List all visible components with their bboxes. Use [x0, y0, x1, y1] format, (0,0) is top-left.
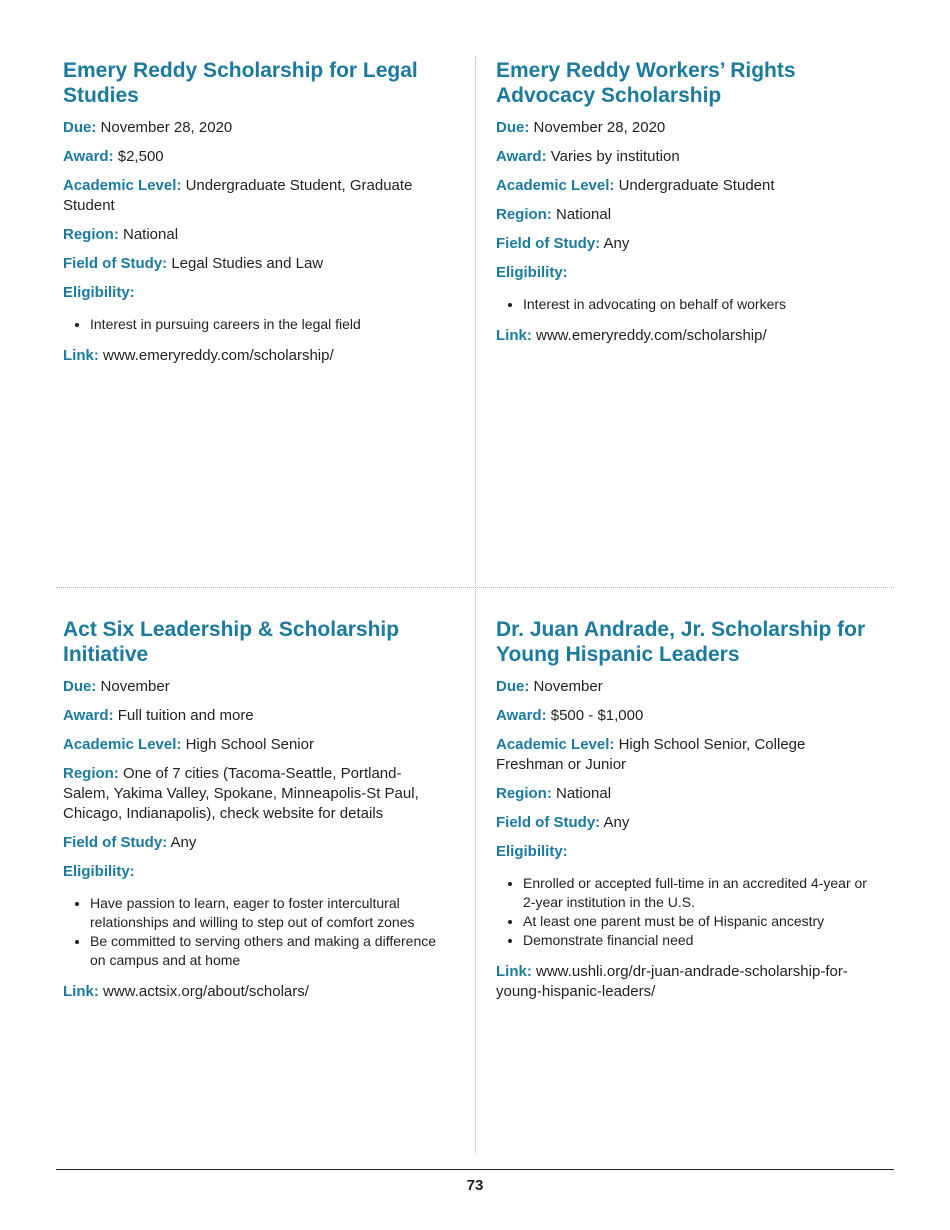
academic-level-label: Academic Level:: [63, 736, 182, 753]
region-label: Region:: [496, 206, 552, 223]
region-label: Region:: [63, 226, 119, 243]
due-row: [496, 118, 871, 138]
field-of-study-value: Any: [170, 834, 197, 851]
link-row: [496, 326, 871, 346]
award-value: Full tuition and more: [117, 707, 254, 724]
academic-level-value: High School Senior, College Freshman or Junior: [496, 736, 806, 773]
award-row: [63, 147, 438, 167]
region-label: Region:: [63, 765, 119, 782]
region-value: National: [556, 206, 612, 223]
eligibility-item: • Enrolled or accepted full-time in an accredited 4-year or 2-year institution in the U.S.: [523, 874, 871, 912]
eligibility-item: • Interest in pursuing careers in the legal field: [90, 315, 438, 334]
link-url[interactable]: www.emeryreddy.com/scholarship/: [103, 347, 334, 364]
eligibility-item: • At least one parent must be of Hispanic ancestry: [523, 912, 871, 931]
link-row: [496, 962, 871, 1002]
horizontal-divider: [56, 587, 894, 588]
eligibility-label: Eligibility:: [496, 843, 568, 860]
region-label: Region:: [496, 785, 552, 802]
academic-level-value: Undergraduate Student, Graduate Student: [63, 177, 413, 214]
link-row: [63, 982, 438, 1002]
scholarship-title: Emery Reddy Scholarship for Legal Studies: [63, 59, 418, 107]
eligibility-item: • Have passion to learn, eager to foster intercultural relationships and willing to step out of comfort zones: [90, 894, 438, 932]
field-of-study-label: Field of Study:: [496, 814, 601, 831]
eligibility-list: [496, 874, 871, 950]
scholarship-title: Emery Reddy Workers’ Rights Advocacy Scholarship: [496, 59, 796, 107]
link-label: Link:: [496, 327, 532, 344]
eligibility-label: Eligibility:: [63, 284, 135, 301]
academic-level-row: [63, 735, 438, 755]
region-row: [496, 205, 871, 225]
eligibility-list: [63, 894, 438, 970]
award-value: $2,500: [117, 148, 164, 165]
award-value: $500 - $1,000: [550, 707, 644, 724]
due-label: Due:: [496, 119, 530, 136]
region-row: [63, 225, 438, 245]
page-number: 73: [466, 1177, 484, 1194]
field-of-study-label: Field of Study:: [63, 834, 168, 851]
region-value: National: [123, 226, 179, 243]
eligibility-list: [496, 295, 871, 314]
scholarship-card-juan-andrade: [496, 617, 871, 1002]
field-of-study-value: Legal Studies and Law: [171, 255, 324, 272]
academic-level-value: High School Senior: [185, 736, 314, 753]
field-of-study-value: Any: [603, 814, 630, 831]
field-of-study-label: Field of Study:: [496, 235, 601, 252]
link-label: Link:: [63, 983, 99, 1000]
award-label: Award:: [63, 707, 114, 724]
eligibility-label: Eligibility:: [63, 863, 135, 880]
award-label: Award:: [496, 148, 547, 165]
award-label: Award:: [496, 707, 547, 724]
link-url[interactable]: www.actsix.org/about/scholars/: [103, 983, 309, 1000]
due-value: November 28, 2020: [100, 119, 233, 136]
due-value: November: [533, 678, 603, 695]
scholarship-card-legal-studies: [63, 58, 438, 366]
region-row: [496, 784, 871, 804]
field-of-study-row: [63, 833, 438, 853]
academic-level-label: Academic Level:: [496, 177, 615, 194]
scholarship-title: Act Six Leadership & Scholarship Initiative: [63, 618, 400, 666]
eligibility-list: [63, 315, 438, 334]
award-row: [496, 147, 871, 167]
award-row: [63, 706, 438, 726]
link-url[interactable]: www.ushli.org/dr-juan-andrade-scholarship-for-young-hispanic-leaders/: [496, 963, 848, 1000]
field-of-study-row: [63, 254, 438, 274]
eligibility-item: • Be committed to serving others and making a difference on campus and at home: [90, 932, 438, 970]
footer-rule: [56, 1169, 894, 1170]
field-of-study-row: [496, 234, 871, 254]
academic-level-row: [63, 176, 438, 216]
vertical-divider: [475, 56, 476, 1154]
region-value: One of 7 cities (Tacoma-Seattle, Portland-Salem, Yakima Valley, Spokane, Minneapolis-St Paul, Chicago, Indianapolis), check website for details: [63, 765, 419, 822]
due-row: [496, 677, 871, 697]
eligibility-item: • Demonstrate financial need: [523, 931, 871, 950]
eligibility-item: • Interest in advocating on behalf of workers: [523, 295, 871, 314]
region-row: [63, 764, 438, 824]
scholarship-title: Dr. Juan Andrade, Jr. Scholarship for Young Hispanic Leaders: [496, 618, 866, 666]
link-label: Link:: [63, 347, 99, 364]
link-url[interactable]: www.emeryreddy.com/scholarship/: [536, 327, 767, 344]
scholarship-card-workers-rights: [496, 58, 871, 346]
link-label: Link:: [496, 963, 532, 980]
academic-level-value: Undergraduate Student: [618, 177, 775, 194]
link-row: [63, 346, 438, 366]
field-of-study-row: [496, 813, 871, 833]
academic-level-label: Academic Level:: [63, 177, 182, 194]
academic-level-row: [496, 735, 871, 775]
academic-level-label: Academic Level:: [496, 736, 615, 753]
due-row: [63, 677, 438, 697]
due-value: November 28, 2020: [533, 119, 666, 136]
field-of-study-label: Field of Study:: [63, 255, 168, 272]
award-value: Varies by institution: [550, 148, 680, 165]
region-value: National: [556, 785, 612, 802]
due-label: Due:: [496, 678, 530, 695]
due-label: Due:: [63, 119, 97, 136]
due-value: November: [100, 678, 170, 695]
due-row: [63, 118, 438, 138]
scholarship-card-act-six: [63, 617, 438, 1002]
eligibility-label: Eligibility:: [496, 264, 568, 281]
due-label: Due:: [63, 678, 97, 695]
award-label: Award:: [63, 148, 114, 165]
award-row: [496, 706, 871, 726]
field-of-study-value: Any: [603, 235, 630, 252]
academic-level-row: [496, 176, 871, 196]
